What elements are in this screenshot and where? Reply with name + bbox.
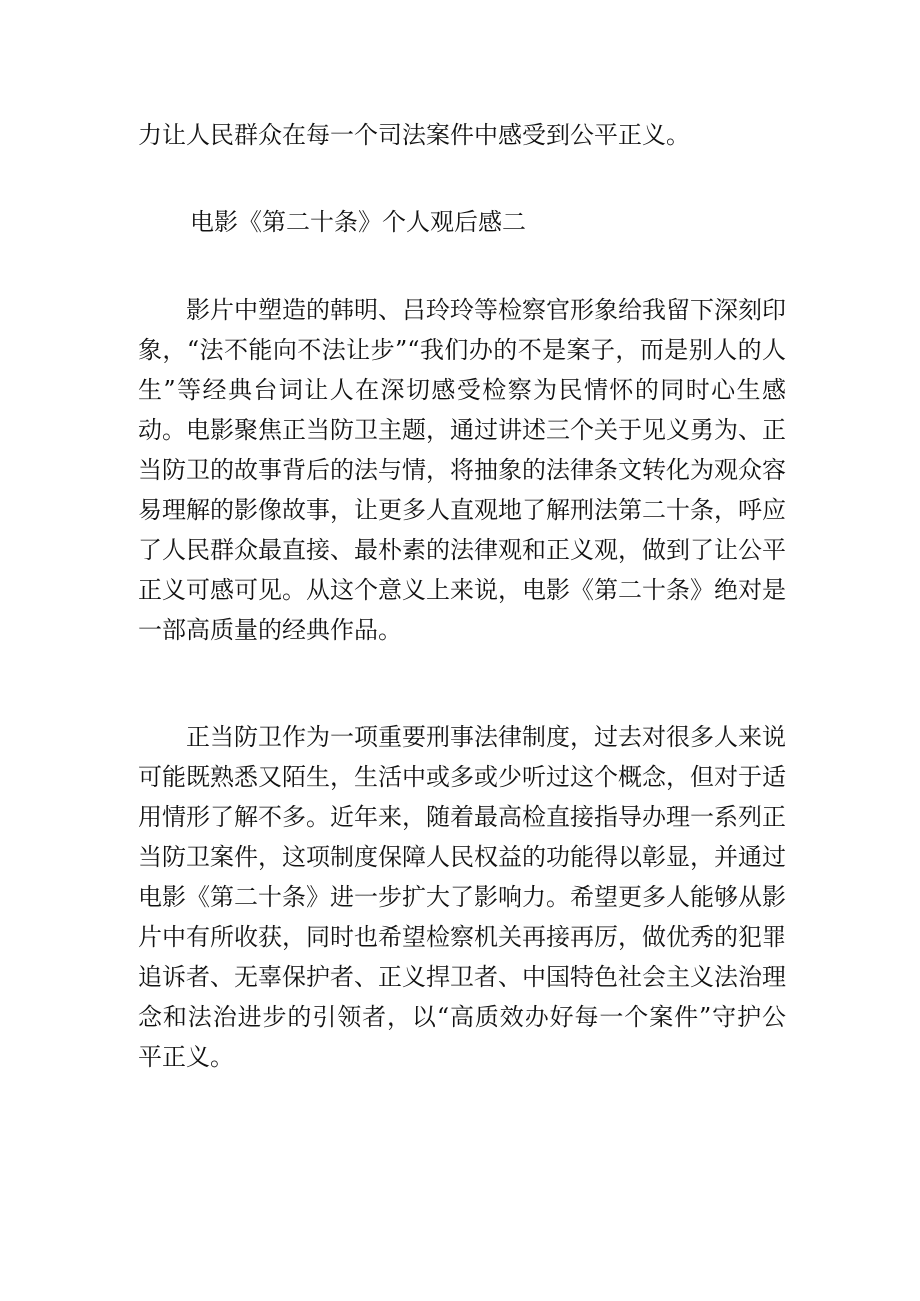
section-heading: 电影《第二十条》个人观后感二: [190, 208, 526, 236]
intro-fragment: 力让人民群众在每一个司法案件中感受到公平正义。: [138, 121, 690, 149]
body-paragraph-1: 影片中塑造的韩明、吕玲玲等检察官形象给我留下深刻印象，“法不能向不法让步”“我们办的不是案子，而是别人的人生”等经典台词让人在深切感受检察为民情怀的同时心生感动。电影聚焦正当防卫主题，通过讲述三个关于见义勇为、正当防卫的故事背后的法与情，将抽象的法律条文转化为观众容易理解的影像故事，让更多人直观地了解刑法第二十条，呼应了人民群众最直接、最朴素的法律观和正义观，做到了让公平正义可感可见。从这个意义上来说，电影《第二十条》绝对是一部高质量的经典作品。: [138, 296, 786, 644]
body-paragraph-2: 正当防卫作为一项重要刑事法律制度，过去对很多人来说可能既熟悉又陌生，生活中或多或少听过这个概念，但对于适用情形了解不多。近年来，随着最高检直接指导办理一系列正当防卫案件，这项制度保障人民权益的功能得以彰显，并通过电影《第二十条》进一步扩大了影响力。希望更多人能够从影片中有所收获，同时也希望检察机关再接再厉，做优秀的犯罪追诉者、无辜保护者、正义捍卫者、中国特色社会主义法治理念和法治进步的引领者，以“高质效办好每一个案件”守护公平正义。: [138, 723, 786, 1071]
